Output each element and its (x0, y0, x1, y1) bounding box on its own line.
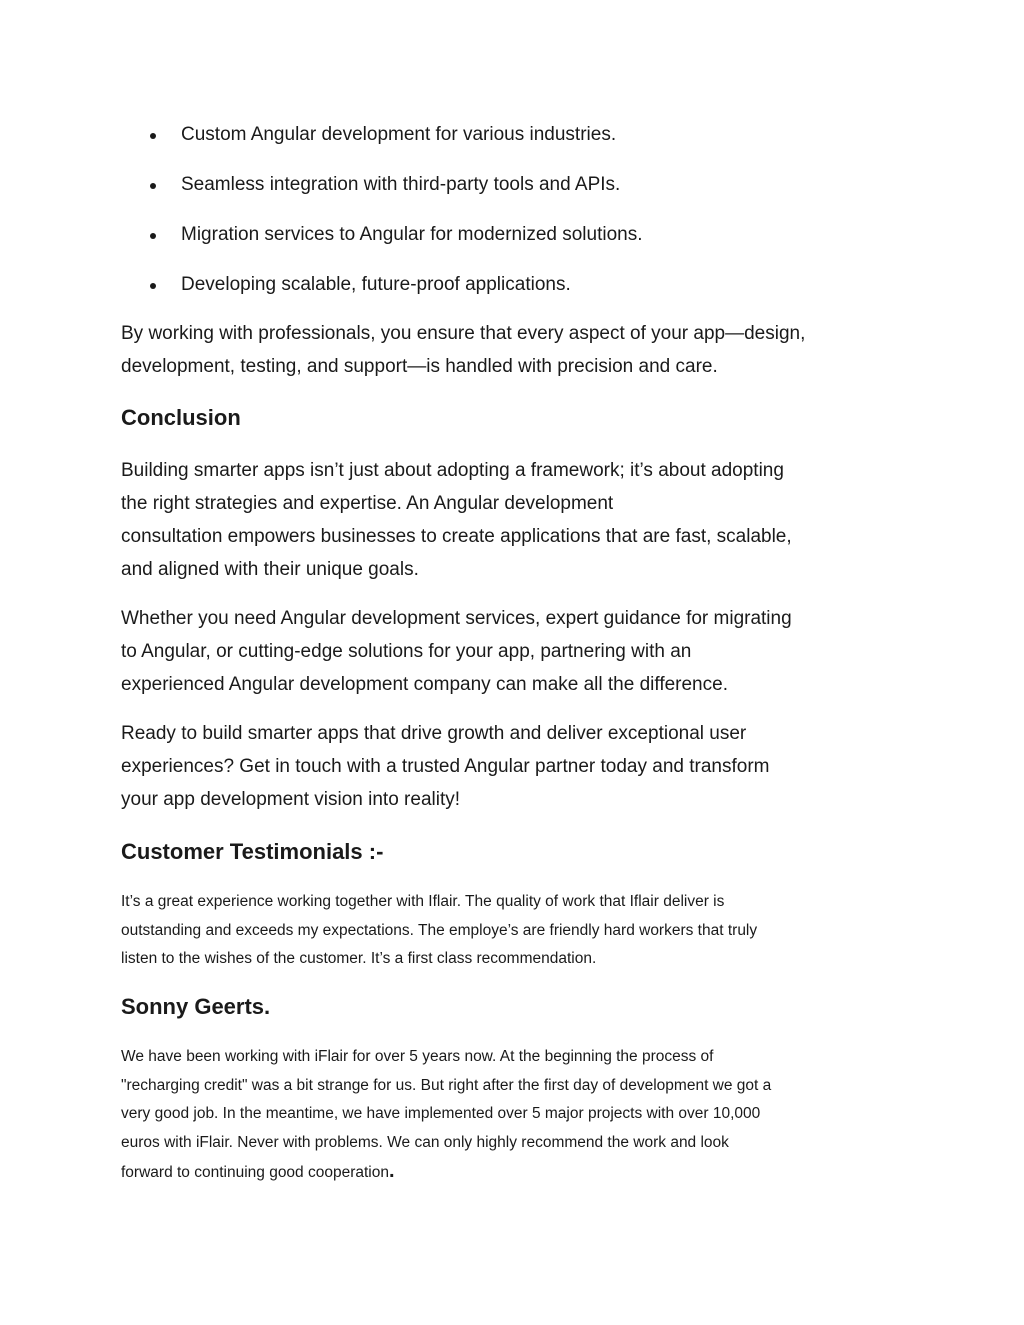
text-line: the right strategies and expertise. An Angular development (121, 493, 614, 514)
testimonial-author: Sonny Geerts. (121, 994, 271, 1019)
closing-period: . (389, 1160, 395, 1182)
text-line: experienced Angular development company can make all the difference. (121, 674, 728, 695)
text-line: to Angular, or cutting-edge solutions for your app, partnering with an (121, 641, 692, 662)
bullet-text: Seamless integration with third-party tools and APIs. (181, 174, 621, 195)
bullet-icon (150, 233, 156, 239)
bullet-text: Developing scalable, future-proof applications. (181, 274, 571, 295)
bullet-icon (150, 133, 156, 139)
intro-paragraph (121, 317, 911, 383)
text-line: your app development vision into reality! (121, 789, 461, 810)
text-line: listen to the wishes of the customer. It’s a first class recommendation. (121, 950, 597, 967)
conclusion-paragraph-2 (121, 602, 911, 701)
text-line: very good job. In the meantime, we have implemented over 5 major projects with over 10,000 (121, 1105, 761, 1122)
testimonial-quote-1 (121, 888, 911, 974)
testimonial-quote-2 (121, 1043, 911, 1188)
testimonials-heading: Customer Testimonials :- (121, 839, 384, 864)
services-bullet-list (121, 118, 921, 318)
text-line: We have been working with iFlair for over 5 years now. At the beginning the process of (121, 1048, 714, 1065)
bullet-item (121, 268, 921, 318)
text-line: consultation empowers businesses to create applications that are fast, scalable, (121, 526, 792, 547)
bullet-icon (150, 183, 156, 189)
text-line: forward to continuing good cooperation (121, 1164, 389, 1181)
text-line: By working with professionals, you ensure that every aspect of your app—design, (121, 323, 806, 344)
text-line: Building smarter apps isn’t just about adopting a framework; it’s about adopting (121, 460, 784, 481)
text-line: outstanding and exceeds my expectations. The employe’s are friendly hard workers that truly (121, 921, 758, 939)
bullet-item (121, 218, 921, 268)
bullet-item (121, 118, 921, 168)
conclusion-paragraph-1 (121, 454, 911, 586)
text-line: Whether you need Angular development services, expert guidance for migrating (121, 608, 792, 629)
text-line: development, testing, and support—is handled with precision and care. (121, 356, 718, 377)
text-line: Ready to build smarter apps that drive growth and deliver exceptional user (121, 723, 747, 744)
bullet-text: Custom Angular development for various industries. (181, 124, 617, 145)
text-line: and aligned with their unique goals. (121, 559, 419, 580)
conclusion-paragraph-3 (121, 717, 911, 816)
text-line: experiences? Get in touch with a trusted Angular partner today and transform (121, 756, 770, 777)
text-line: "recharging credit" was a bit strange for us. But right after the first day of development we got a (121, 1076, 772, 1094)
conclusion-heading: Conclusion (121, 405, 241, 430)
text-line: It’s a great experience working together with Iflair. The quality of work that Iflair deliver is (121, 893, 725, 910)
text-line: euros with iFlair. Never with problems. We can only highly recommend the work and look (121, 1133, 729, 1151)
bullet-icon (150, 283, 156, 289)
bullet-item (121, 168, 921, 218)
bullet-text: Migration services to Angular for modernized solutions. (181, 224, 643, 245)
